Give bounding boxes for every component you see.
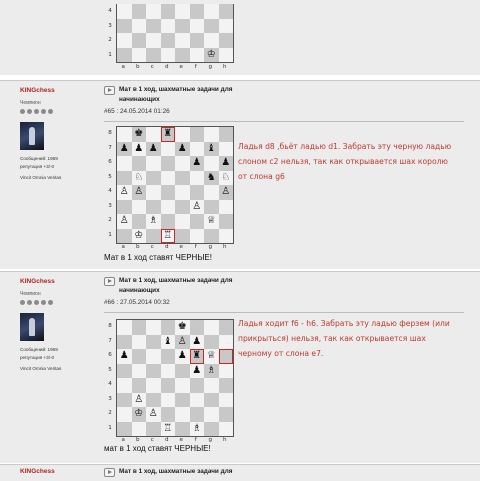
- board-square: [175, 214, 190, 229]
- chess-piece: ♕: [206, 350, 216, 361]
- board-square: [161, 335, 176, 350]
- board-square: [161, 364, 176, 379]
- board-square: [117, 422, 132, 437]
- board-square: [161, 171, 176, 186]
- rank-label: 4: [108, 188, 112, 194]
- chess-piece: ♖: [163, 422, 173, 434]
- board-square: [190, 200, 205, 215]
- file-label: f: [194, 64, 197, 70]
- post-title-line2[interactable]: начинающих: [119, 287, 160, 294]
- board-square: [117, 48, 132, 63]
- board-square: [161, 214, 176, 229]
- chess-piece: ♝: [206, 142, 216, 154]
- chess-piece: ♟: [221, 157, 231, 168]
- file-label: b: [135, 244, 140, 250]
- file-label: c: [150, 64, 154, 70]
- board-grid: [116, 126, 234, 244]
- board-square: [117, 214, 132, 229]
- board-square: [219, 335, 234, 350]
- board-square: [132, 19, 147, 34]
- board-square: [219, 349, 234, 364]
- board-square: [204, 185, 219, 200]
- board-square: [161, 320, 176, 335]
- chess-piece: ♟: [192, 335, 202, 347]
- rank-label: 4: [108, 381, 112, 387]
- board-square: [117, 407, 132, 422]
- board-square: [146, 4, 161, 19]
- board-square: [132, 171, 147, 186]
- chess-piece: ♗: [148, 215, 158, 226]
- rank-label: 6: [108, 159, 112, 165]
- board-square: [190, 156, 205, 171]
- board-square: [161, 393, 176, 408]
- board-square: [204, 320, 219, 335]
- forum-post-67: [0, 464, 480, 481]
- board-square: [146, 19, 161, 34]
- board-square: [132, 214, 147, 229]
- user-rank: Чемпион: [20, 100, 41, 106]
- rank-label: 2: [108, 410, 112, 416]
- board-square: [146, 229, 161, 244]
- chess-piece: ♟: [134, 142, 144, 154]
- board-square: [132, 200, 147, 215]
- board-square: [146, 422, 161, 437]
- chess-piece: ♕: [206, 215, 216, 226]
- user-profile: [20, 278, 100, 371]
- board-square: [175, 378, 190, 393]
- rank-label: 3: [108, 395, 112, 402]
- board-grid: [116, 319, 234, 437]
- board-square: [132, 335, 147, 350]
- chess-piece: ♘: [221, 171, 231, 183]
- board-square: [204, 156, 219, 171]
- board-square: [161, 229, 176, 244]
- file-label: f: [194, 437, 197, 443]
- board-square: [175, 364, 190, 379]
- board-square: [117, 349, 132, 364]
- board-square: [190, 127, 205, 142]
- board-square: [132, 422, 147, 437]
- board-square: [204, 4, 219, 19]
- rank-stars: [20, 109, 100, 114]
- board-square: [117, 4, 132, 19]
- previous-post: [0, 0, 480, 75]
- board-square: [204, 33, 219, 48]
- board-square: [117, 171, 132, 186]
- chess-piece: ♞: [206, 171, 216, 183]
- board-square: [146, 349, 161, 364]
- post-title-line2[interactable]: начинающих: [119, 96, 160, 103]
- board-square: [190, 19, 205, 34]
- board-square: [117, 185, 132, 200]
- file-labels: [116, 244, 232, 250]
- board-square: [146, 364, 161, 379]
- board-square: [132, 48, 147, 63]
- chess-piece: ♙: [119, 186, 129, 197]
- user-profile: [20, 87, 100, 180]
- board-square: [146, 214, 161, 229]
- file-label: c: [150, 437, 154, 443]
- board-square: [132, 127, 147, 142]
- board-square: [117, 142, 132, 157]
- rank-label: 2: [108, 217, 112, 223]
- board-square: [146, 185, 161, 200]
- board-square: [190, 171, 205, 186]
- file-label: g: [208, 64, 213, 70]
- board-square: [204, 393, 219, 408]
- file-labels: [116, 437, 232, 443]
- puzzle-caption: мат в 1 ход ставят ЧЕРНЫЕ!: [104, 444, 211, 453]
- board-square: [204, 364, 219, 379]
- user-profile: [20, 468, 100, 475]
- puzzle-caption: Мат в 1 ход ставят ЧЕРНЫЕ!: [104, 253, 212, 262]
- board-square: [190, 335, 205, 350]
- board-square: [161, 378, 176, 393]
- board-square: [117, 156, 132, 171]
- chess-piece: ♔: [134, 408, 144, 419]
- board-square: [132, 156, 147, 171]
- board-square: [117, 378, 132, 393]
- chess-piece: ♟: [119, 142, 129, 154]
- board-square: [146, 378, 161, 393]
- post-icon: [104, 277, 115, 286]
- board-square: [175, 127, 190, 142]
- board-square: [132, 407, 147, 422]
- avatar[interactable]: [20, 122, 44, 150]
- board-square: [146, 33, 161, 48]
- board-square: [175, 19, 190, 34]
- rank-labels: [104, 126, 116, 242]
- board-square: [161, 349, 176, 364]
- board-square: [190, 185, 205, 200]
- board-square: [190, 214, 205, 229]
- board-square: [161, 4, 176, 19]
- board-square: [175, 4, 190, 19]
- board-square: [190, 48, 205, 63]
- chess-piece: ♝: [163, 335, 173, 347]
- file-label: a: [121, 244, 125, 250]
- board-square: [204, 378, 219, 393]
- rank-label: 2: [108, 37, 112, 43]
- board-square: [175, 142, 190, 157]
- post-count: Сообщений: 1969: [20, 156, 58, 161]
- file-label: d: [164, 437, 169, 443]
- board-square: [146, 407, 161, 422]
- avatar[interactable]: [20, 313, 44, 341]
- post-title[interactable]: [104, 276, 232, 296]
- board-square: [190, 33, 205, 48]
- post-count: Сообщений: 1969: [20, 347, 58, 352]
- rank-label: 8: [108, 323, 112, 329]
- board-square: [190, 320, 205, 335]
- file-labels: [116, 64, 232, 70]
- board-square: [219, 422, 234, 437]
- board-square: [132, 229, 147, 244]
- board-grid: [116, 4, 234, 63]
- board-square: [132, 33, 147, 48]
- board-square: [190, 142, 205, 157]
- solution-note: Ладья ходит f6 - h6. Забрать эту ладью ферзем (или прикрыться) нельзя, так как открывается шах черному от слона е7.: [238, 319, 450, 358]
- chess-piece: ♔: [206, 48, 216, 60]
- chess-piece: ♙: [221, 186, 231, 197]
- board-square: [117, 19, 132, 34]
- board-square: [132, 142, 147, 157]
- user-rank: Чемпион: [20, 291, 41, 297]
- file-label: e: [179, 244, 183, 250]
- post-title[interactable]: [104, 467, 232, 477]
- board-square: [146, 48, 161, 63]
- chess-piece: ♟: [177, 142, 187, 154]
- board-square: [204, 229, 219, 244]
- board-square: [219, 48, 234, 63]
- rank-label: 1: [108, 424, 112, 431]
- rank-label: 3: [108, 22, 112, 29]
- board-square: [161, 142, 176, 157]
- file-label: e: [179, 64, 183, 70]
- board-square: [132, 320, 147, 335]
- chess-piece: ♟: [148, 142, 158, 154]
- rank-label: 1: [108, 51, 112, 58]
- board-square: [190, 349, 205, 364]
- rank-labels: [104, 319, 116, 435]
- board-square: [161, 33, 176, 48]
- board-square: [204, 127, 219, 142]
- file-label: g: [208, 437, 213, 443]
- board-square: [132, 4, 147, 19]
- board-square: [146, 142, 161, 157]
- board-square: [219, 33, 234, 48]
- board-square: [146, 320, 161, 335]
- chess-piece: ♜: [163, 128, 173, 139]
- rank-labels: [104, 4, 116, 62]
- chess-piece: ♟: [119, 350, 129, 361]
- board-square: [146, 393, 161, 408]
- rank-label: 8: [108, 130, 112, 136]
- rank-label: 1: [108, 231, 112, 238]
- file-label: h: [222, 64, 227, 70]
- reputation: репутация +3/-0: [20, 164, 55, 169]
- post-meta: #66 : 27.05.2014 00:32: [104, 299, 170, 306]
- board-square: [161, 127, 176, 142]
- board-square: [117, 229, 132, 244]
- board-square: [117, 127, 132, 142]
- divider: [104, 121, 464, 122]
- file-label: a: [121, 64, 125, 70]
- board-square: [204, 422, 219, 437]
- rank-label: 4: [108, 8, 112, 14]
- board-square: [117, 393, 132, 408]
- board-square: [117, 33, 132, 48]
- chess-piece: ♙: [192, 200, 202, 212]
- board-square: [204, 142, 219, 157]
- chess-piece: ♘: [134, 171, 144, 183]
- board-square: [190, 393, 205, 408]
- board-square: [219, 378, 234, 393]
- board-square: [117, 335, 132, 350]
- board-square: [146, 156, 161, 171]
- board-square: [175, 171, 190, 186]
- board-square: [117, 364, 132, 379]
- board-square: [175, 422, 190, 437]
- file-label: c: [150, 244, 154, 250]
- board-square: [204, 200, 219, 215]
- board-square: [146, 200, 161, 215]
- divider: [104, 312, 464, 313]
- chess-piece: ♔: [134, 229, 144, 241]
- chess-piece: ♙: [134, 186, 144, 197]
- board-square: [161, 422, 176, 437]
- board-square: [175, 229, 190, 244]
- file-label: f: [194, 244, 197, 250]
- board-square: [190, 422, 205, 437]
- board-square: [146, 171, 161, 186]
- post-icon: [104, 86, 115, 95]
- board-square: [204, 171, 219, 186]
- chess-piece: ♟: [192, 364, 202, 376]
- username[interactable]: KINGchess: [20, 87, 55, 94]
- rank-label: 5: [108, 173, 112, 180]
- rank-stars: [20, 300, 100, 305]
- chess-piece: ♙: [148, 408, 158, 419]
- board-square: [204, 48, 219, 63]
- rank-label: 7: [108, 144, 112, 151]
- board-square: [219, 393, 234, 408]
- board-square: [190, 364, 205, 379]
- chess-piece: ♖: [163, 229, 173, 241]
- board-square: [204, 335, 219, 350]
- chess-piece: ♙: [134, 393, 144, 405]
- board-square: [219, 200, 234, 215]
- board-square: [175, 33, 190, 48]
- board-square: [132, 364, 147, 379]
- user-motto: Vincit Omnia Veritas: [20, 366, 62, 371]
- file-label: h: [222, 437, 227, 443]
- username[interactable]: KINGchess: [20, 278, 55, 285]
- board-square: [161, 407, 176, 422]
- rank-label: 5: [108, 366, 112, 373]
- board-square: [219, 407, 234, 422]
- board-square: [132, 349, 147, 364]
- chess-piece: ♟: [192, 157, 202, 168]
- board-square: [190, 229, 205, 244]
- board-square: [175, 407, 190, 422]
- forum-post-66: [0, 271, 480, 463]
- board-square: [161, 200, 176, 215]
- file-label: g: [208, 244, 213, 250]
- board-square: [161, 19, 176, 34]
- board-square: [190, 378, 205, 393]
- board-square: [190, 407, 205, 422]
- chess-piece: ♙: [119, 215, 129, 226]
- board-square: [204, 349, 219, 364]
- board-square: [175, 349, 190, 364]
- chess-piece: ♟: [177, 350, 187, 361]
- board-square: [219, 171, 234, 186]
- board-square: [132, 378, 147, 393]
- file-label: e: [179, 437, 183, 443]
- file-label: d: [164, 244, 169, 250]
- board-square: [132, 393, 147, 408]
- rank-label: 6: [108, 352, 112, 358]
- chess-piece: ♚: [134, 128, 144, 139]
- username[interactable]: KINGchess: [20, 468, 55, 475]
- board-square: [146, 127, 161, 142]
- board-square: [219, 214, 234, 229]
- board-square: [161, 185, 176, 200]
- chess-piece: ♙: [177, 335, 187, 347]
- chess-piece: ♚: [177, 321, 187, 332]
- board-square: [175, 200, 190, 215]
- file-label: a: [121, 437, 125, 443]
- board-square: [204, 214, 219, 229]
- rank-label: 3: [108, 202, 112, 209]
- board-square: [219, 320, 234, 335]
- file-label: d: [164, 64, 169, 70]
- user-motto: Vincit Omnia Veritas: [20, 175, 62, 180]
- post-title-line1[interactable]: Мат в 1 ход, шахматные задачи для: [119, 86, 233, 93]
- file-label: b: [135, 64, 140, 70]
- board-square: [219, 127, 234, 142]
- board-square: [219, 19, 234, 34]
- board-square: [175, 48, 190, 63]
- board-square: [204, 407, 219, 422]
- board-square: [219, 229, 234, 244]
- board-square: [117, 320, 132, 335]
- board-square: [175, 156, 190, 171]
- board-square: [190, 4, 205, 19]
- file-label: b: [135, 437, 140, 443]
- board-square: [219, 156, 234, 171]
- reputation: репутация +3/-0: [20, 355, 55, 360]
- board-square: [175, 335, 190, 350]
- post-icon: [104, 468, 115, 477]
- board-square: [175, 185, 190, 200]
- board-square: [219, 4, 234, 19]
- board-square: [175, 320, 190, 335]
- post-title-line1[interactable]: Мат в 1 ход, шахматные задачи для: [119, 468, 233, 475]
- post-title-line1[interactable]: Мат в 1 ход, шахматные задачи для: [119, 277, 233, 284]
- board-square: [219, 142, 234, 157]
- board-square: [161, 48, 176, 63]
- post-title[interactable]: [104, 85, 232, 105]
- chess-piece: ♗: [192, 422, 202, 434]
- chess-piece: ♜: [192, 350, 202, 361]
- board-square: [146, 335, 161, 350]
- board-square: [117, 200, 132, 215]
- board-square: [219, 185, 234, 200]
- board-square: [161, 156, 176, 171]
- board-square: [219, 364, 234, 379]
- post-meta: #65 : 24.05.2014 01:26: [104, 108, 170, 115]
- forum-post-65: [0, 80, 480, 269]
- board-square: [132, 185, 147, 200]
- chess-piece: ♗: [206, 364, 216, 376]
- board-square: [204, 19, 219, 34]
- rank-label: 7: [108, 337, 112, 344]
- solution-note: Ладья d8 ,бьёт ладью d1. Забрать эту черную ладью слоном с2 нельзя, так как открывается шах королю от слона g6: [238, 142, 452, 181]
- file-label: h: [222, 244, 227, 250]
- board-square: [175, 393, 190, 408]
